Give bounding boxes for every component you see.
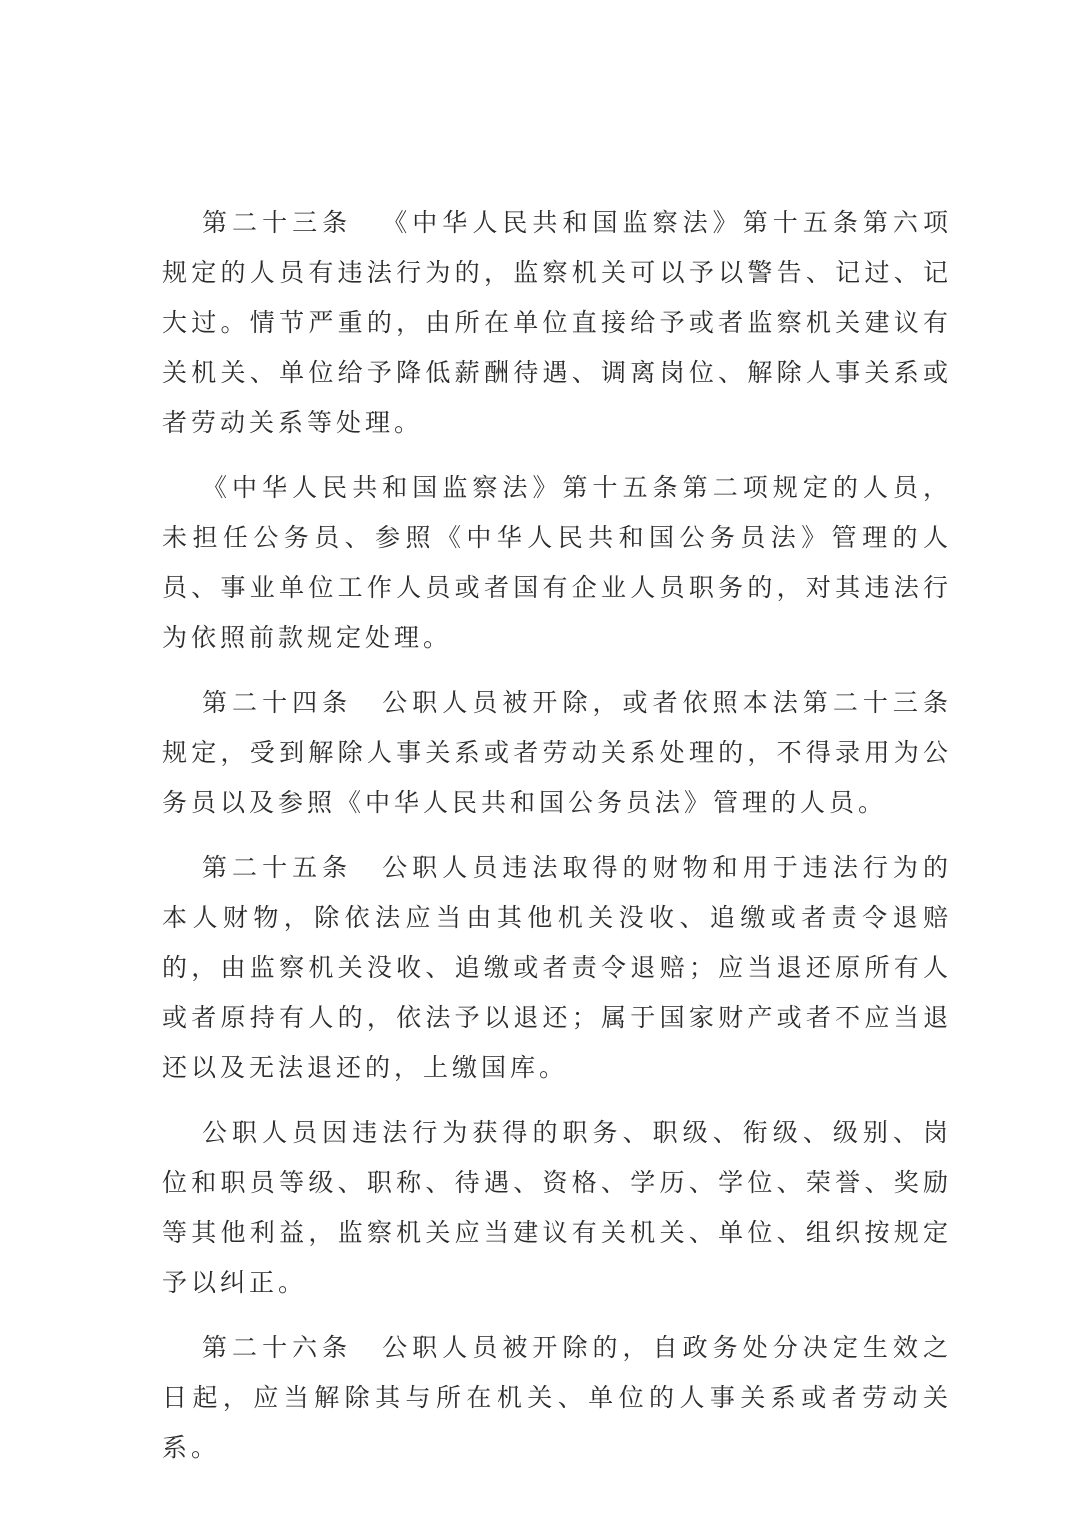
paragraph-text: 公职人员违法取得的财物和用于违法行为的本人财物，除依法应当由其他机关没收、追缴或者责令退赔的，由监察机关没收、追缴或者责令退赔；应当退还原所有人或者原持有人的，依法予以退还；属于国家财产或者不应当退还以及无法退还的，上缴国库。 — [162, 853, 952, 1082]
paragraph-article-23 — [162, 198, 952, 448]
article-number: 第二十四条 — [202, 688, 353, 717]
paragraph-text: 公职人员被开除的，自政务处分决定生效之日起，应当解除其与所在机关、单位的人事关系或者劳动关系。 — [162, 1333, 952, 1462]
paragraph-article-23-clause-2 — [162, 463, 952, 663]
paragraph-article-25 — [162, 843, 952, 1093]
paragraph-article-25-clause-2 — [162, 1108, 952, 1308]
paragraph-text: 《中华人民共和国监察法》第十五条第二项规定的人员，未担任公务员、参照《中华人民共和国公务员法》管理的人员、事业单位工作人员或者国有企业人员职务的，对其违法行为依照前款规定处理。 — [162, 473, 952, 652]
paragraph-article-26 — [162, 1323, 952, 1473]
article-number: 第二十六条 — [202, 1333, 353, 1362]
document-body — [162, 198, 952, 1488]
article-number: 第二十三条 — [202, 208, 353, 237]
paragraph-text: 公职人员被开除，或者依照本法第二十三条规定，受到解除人事关系或者劳动关系处理的，不得录用为公务员以及参照《中华人民共和国公务员法》管理的人员。 — [162, 688, 952, 817]
article-number: 第二十五条 — [202, 853, 353, 882]
paragraph-article-24 — [162, 678, 952, 828]
paragraph-text: 《中华人民共和国监察法》第十五条第六项规定的人员有违法行为的，监察机关可以予以警告、记过、记大过。情节严重的，由所在单位直接给予或者监察机关建议有关机关、单位给予降低薪酬待遇、调离岗位、解除人事关系或者劳动关系等处理。 — [162, 208, 952, 437]
paragraph-text: 公职人员因违法行为获得的职务、职级、衔级、级别、岗位和职员等级、职称、待遇、资格、学历、学位、荣誉、奖励等其他利益，监察机关应当建议有关机关、单位、组织按规定予以纠正。 — [162, 1118, 952, 1297]
